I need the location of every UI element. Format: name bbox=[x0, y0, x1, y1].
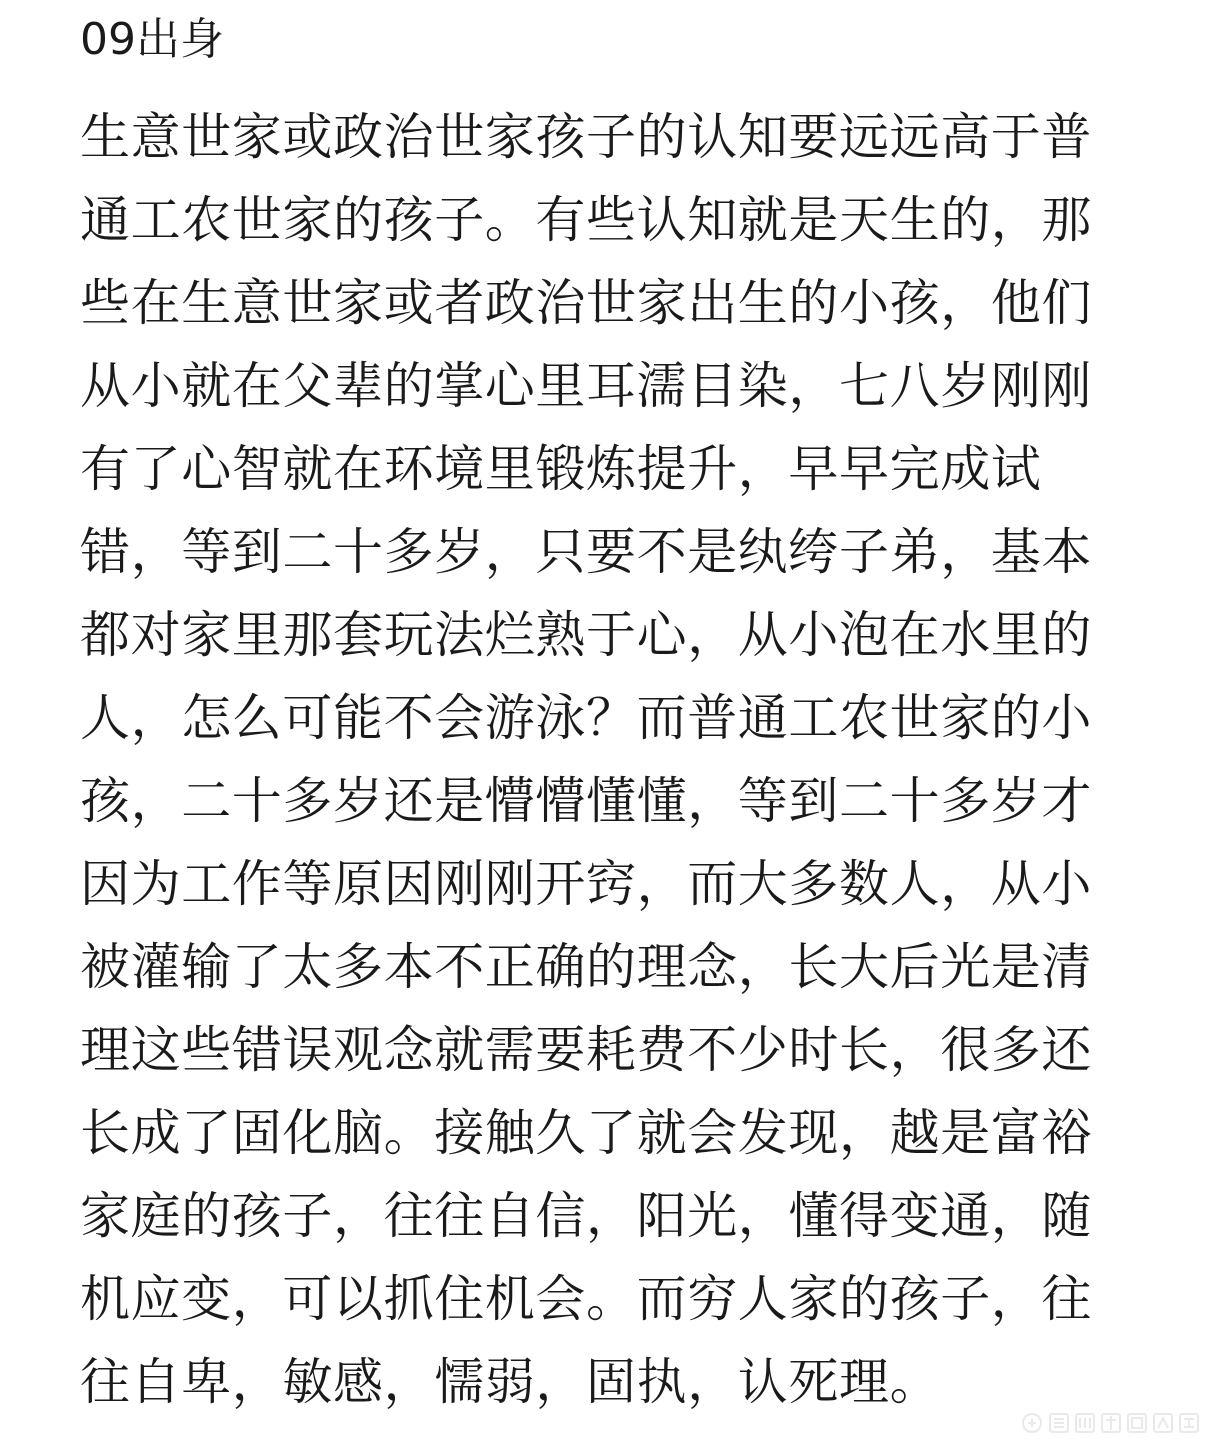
body-line: 都对家里那套玩法烂熟于心，从小泡在水里的 bbox=[80, 606, 1092, 664]
body-line: 些在生意世家或者政治世家出生的小孩，他们 bbox=[80, 274, 1092, 332]
body-line: 长成了固化脑。接触久了就会发现，越是富裕 bbox=[80, 1104, 1092, 1162]
body-line: 被灌输了太多本不正确的理念，长大后光是清 bbox=[80, 938, 1092, 996]
post-content bbox=[80, 0, 1120, 1424]
body-line: 因为工作等原因刚刚开窍，而大多数人，从小 bbox=[80, 855, 1092, 913]
body-line: 理这些错误观念就需要耗费不少时长，很多还 bbox=[80, 1021, 1092, 1079]
body-line: 人，怎么可能不会游泳？而普通工农世家的小 bbox=[80, 689, 1092, 747]
watermark-logo-icon bbox=[1018, 1408, 1218, 1438]
body-line: 机应变，可以抓住机会。而穷人家的孩子，往 bbox=[80, 1270, 1092, 1328]
body-line: 通工农世家的孩子。有些认知就是天生的，那 bbox=[80, 191, 1092, 249]
post-title: 09出身 bbox=[80, 14, 224, 65]
body-line: 错，等到二十多岁，只要不是纨绔子弟，基本 bbox=[80, 523, 1092, 581]
post-body bbox=[80, 96, 1120, 1424]
body-line: 有了心智就在环境里锻炼提升，早早完成试 bbox=[80, 440, 1042, 498]
body-line: 往自卑，敏感，懦弱，固执，认死理。 bbox=[80, 1353, 941, 1411]
body-line: 孩，二十多岁还是懵懵懂懂，等到二十多岁才 bbox=[80, 772, 1092, 830]
body-line: 从小就在父辈的掌心里耳濡目染，七八岁刚刚 bbox=[80, 357, 1092, 415]
body-line: 家庭的孩子，往往自信，阳光，懂得变通，随 bbox=[80, 1187, 1092, 1245]
body-line: 生意世家或政治世家孩子的认知要远远高于普 bbox=[80, 108, 1092, 166]
